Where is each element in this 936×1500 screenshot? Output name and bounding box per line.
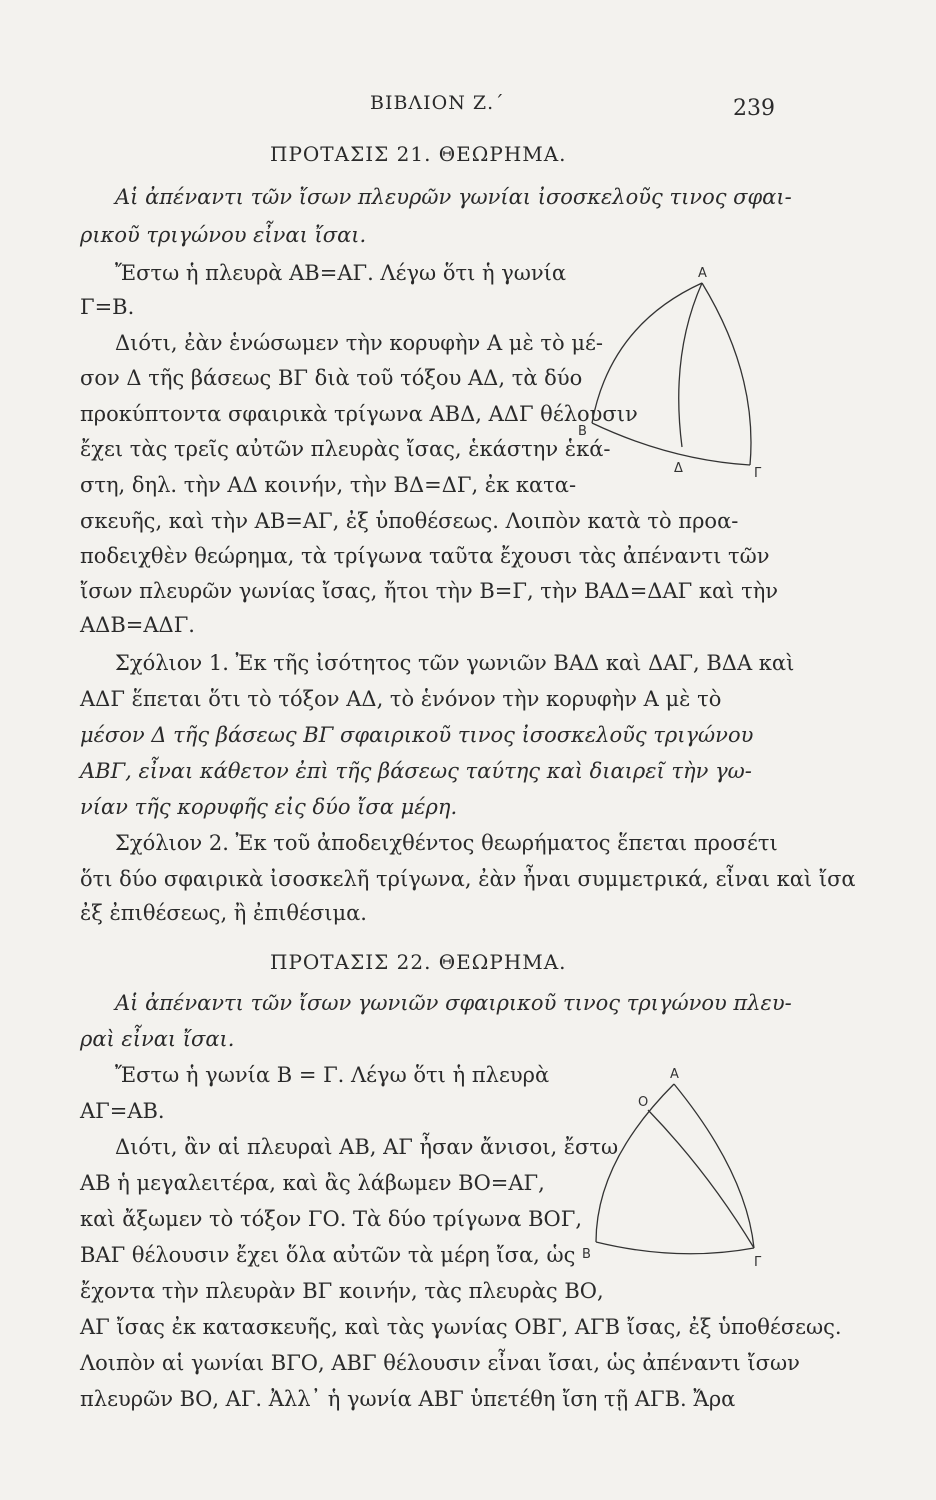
arc-ab <box>592 283 702 423</box>
arc-bg <box>596 1242 754 1254</box>
arc-bg <box>592 423 750 465</box>
prop21-text-line: Ἔστω ἡ πλευρὰ ΑΒ=ΑΓ. Λέγω ὅτι ἡ γωνία <box>115 261 567 285</box>
prop22-text-line: καὶ ἄξωμεν τὸ τόξον ΓΟ. Τὰ δύο τρίγωνα ΒΟΓ, <box>80 1207 583 1231</box>
label-b: Β <box>582 1247 591 1262</box>
prop21-text-line: ΑΔΒ=ΑΔΓ. <box>80 613 195 637</box>
prop21-text-line: ποδειχθὲν θεώρημα, τὰ τρίγωνα ταῦτα ἔχουσι τὰς ἀπέναντι τῶν <box>80 544 770 568</box>
scholium-1-line: ΑΔΓ ἕπεται ὅτι τὸ τόξον ΑΔ, τὸ ἑνόνον τὴν κορυφὴν Α μὲ τὸ <box>80 687 722 711</box>
prop22-title: ΠΡΟΤΑΣΙΣ 22. ΘΕΩΡΗΜΑ. <box>270 950 567 974</box>
arc-ag <box>702 283 751 465</box>
scholium-1-line: μέσον Δ τῆς βάσεως ΒΓ σφαιρικοῦ τινος ἰσοσκελοῦς τριγώνου <box>80 723 754 747</box>
label-o: Ο <box>638 1095 649 1110</box>
prop22-text-line: Διότι, ἂν αἱ πλευραὶ ΑΒ, ΑΓ ἦσαν ἄνισοι, ἔστω <box>115 1135 619 1159</box>
prop22-text-line: ἔχοντα τὴν πλευρὰν ΒΓ κοινήν, τὰς πλευρὰς ΒΟ, <box>80 1279 604 1303</box>
prop21-title: ΠΡΟΤΑΣΙΣ 21. ΘΕΩΡΗΜΑ. <box>270 142 567 166</box>
prop21-text-line: Γ=Β. <box>80 295 135 319</box>
label-a: Α <box>698 266 707 281</box>
scholium-2-line: Σχόλιον 2. Ἐκ τοῦ ἀποδειχθέντος θεωρήματος ἕπεται προσέτι <box>115 831 778 855</box>
prop21-statement-line: Αἱ ἀπέναντι τῶν ἴσων πλευρῶν γωνίαι ἰσοσκελοῦς τινος σφαι- <box>115 185 792 209</box>
scholium-1-line: νίαν τῆς κορυφῆς εἰς δύο ἴσα μέρη. <box>80 795 458 819</box>
arc-ag <box>674 1084 754 1248</box>
scholium-2-line: ὅτι δύο σφαιρικὰ ἰσοσκελῆ τρίγωνα, ἐὰν ἦναι συμμετρικά, εἶναι καὶ ἴσα <box>80 867 856 891</box>
prop22-statement-line: ραὶ εἶναι ἴσαι. <box>80 1027 235 1051</box>
scholium-1-line: Σχόλιον 1. Ἐκ τῆς ἰσότητος τῶν γωνιῶν ΒΑΔ καὶ ΔΑΓ, ΒΔΑ καὶ <box>115 651 795 675</box>
arc-ad <box>679 283 702 447</box>
scholium-2-line: ἐξ ἐπιθέσεως, ἢ ἐπιθέσιμα. <box>80 901 367 925</box>
label-a: Α <box>670 1067 679 1082</box>
prop21-text-line: σκευῆς, καὶ τὴν ΑΒ=ΑΓ, ἐξ ὑποθέσεως. Λοιπὸν κατὰ τὸ προα- <box>80 509 739 533</box>
running-head: ΒΙΒΛΙΟΝ Ζ.΄ <box>370 92 505 114</box>
figure-spherical-triangle-bo <box>578 1062 778 1292</box>
prop22-text-line: Λοιπὸν αἱ γωνίαι ΒΓΟ, ΑΒΓ θέλουσιν εἶναι ἴσαι, ὡς ἀπέναντι ἴσων <box>80 1351 800 1375</box>
prop21-statement-line: ρικοῦ τριγώνου εἶναι ἴσαι. <box>80 223 367 247</box>
prop21-text-line: ἴσων πλευρῶν γωνίας ἴσας, ἤτοι τὴν Β=Γ, τὴν ΒΑΔ=ΔΑΓ καὶ τὴν <box>80 579 779 603</box>
prop22-text-line: ΑΓ=ΑΒ. <box>80 1099 165 1123</box>
prop22-text-line: ΒΑΓ θέλουσιν ἔχει ὅλα αὐτῶν τὰ μέρη ἴσα, ὡς <box>80 1243 576 1267</box>
prop21-text-line: ἔχει τὰς τρεῖς αὐτῶν πλευρὰς ἴσας, ἑκάστην ἑκά- <box>80 437 611 461</box>
prop21-text-line: σον Δ τῆς βάσεως ΒΓ διὰ τοῦ τόξου ΑΔ, τὰ δύο <box>80 366 583 390</box>
label-g: Γ <box>754 466 762 481</box>
label-d: Δ <box>674 461 683 476</box>
prop22-text-line: πλευρῶν ΒΟ, ΑΓ. Ἀλλ᾽ ἡ γωνία ΑΒΓ ὑπετέθη ἴση τῇ ΑΓΒ. Ἄρα <box>80 1387 736 1411</box>
label-g: Γ <box>754 1255 762 1270</box>
prop22-text-line: Ἔστω ἡ γωνία Β = Γ. Λέγω ὅτι ἡ πλευρὰ <box>115 1063 550 1087</box>
page-number: 239 <box>733 96 775 121</box>
arc-go <box>648 1110 754 1248</box>
label-b: Β <box>578 424 587 439</box>
arc-ab <box>596 1084 674 1242</box>
scholium-1-line: ΑΒΓ, εἶναι κάθετον ἐπὶ τῆς βάσεως ταύτης καὶ διαιρεῖ τὴν γω- <box>80 759 752 783</box>
prop22-text-line: ΑΒ ἡ μεγαλειτέρα, καὶ ἂς λάβωμεν ΒΟ=ΑΓ, <box>80 1171 545 1195</box>
prop22-statement-line: Αἱ ἀπέναντι τῶν ἴσων γωνιῶν σφαιρικοῦ τινος τριγώνου πλευ- <box>115 991 792 1015</box>
prop21-text-line: προκύπτοντα σφαιρικὰ τρίγωνα ΑΒΔ, ΑΔΓ θέλουσιν <box>80 402 638 426</box>
prop21-text-line: Διότι, ἐὰν ἑνώσωμεν τὴν κορυφὴν Α μὲ τὸ μέ- <box>115 331 603 355</box>
prop21-text-line: στη, δηλ. τὴν ΑΔ κοινήν, τὴν ΒΔ=ΔΓ, ἐκ κατα- <box>80 473 577 497</box>
prop22-text-line: ΑΓ ἴσας ἐκ κατασκευῆς, καὶ τὰς γωνίας ΟΒΓ, ΑΓΒ ἴσας, ἐξ ὑποθέσεως. <box>80 1315 842 1339</box>
figure-isosceles-spherical-triangle <box>570 265 780 495</box>
